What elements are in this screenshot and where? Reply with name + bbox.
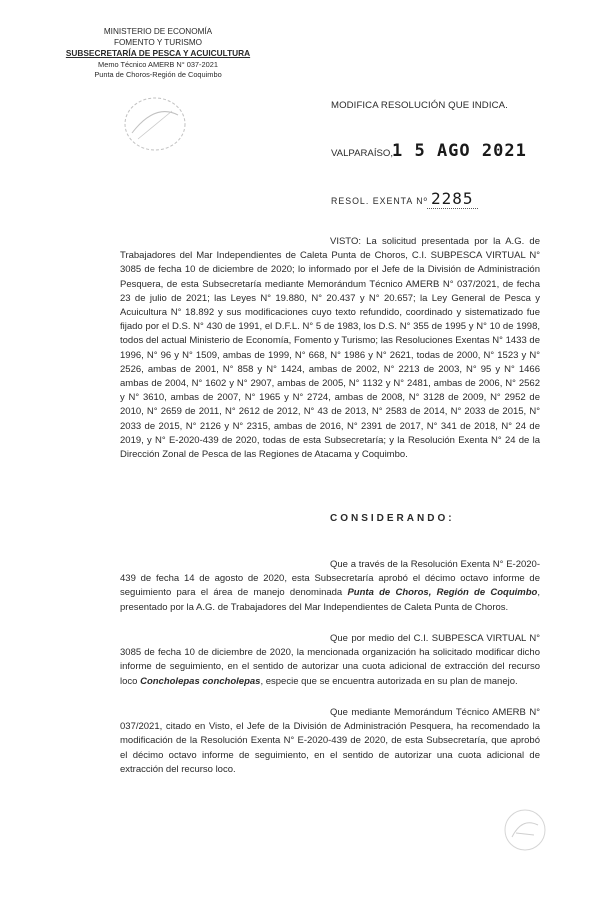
memo-reference: Memo Técnico AMERB N° 037-2021 — [98, 59, 218, 69]
city: VALPARAÍSO, — [331, 148, 394, 159]
visto-paragraph — [120, 235, 540, 462]
p2-text: Que por medio del C.I. SUBPESCA VIRTUAL N° 3085 de fecha 10 de diciembre de 2020, la mencionada organización ha solicitado modificar dicho informe de seguimiento, en el sentido de autorizar una cuota adicional de extracción del recurso loco — [120, 633, 540, 687]
p1-text: Que a través de la Resolución Exenta N° E-2020-439 de fecha 14 de agosto de 2020, esta Subsecretaría aprobó el décimo octavo informe de seguimiento para el área de manejo denominada — [120, 559, 540, 599]
location-reference: Punta de Choros-Región de Coquimbo — [94, 69, 222, 79]
ministry-name: MINISTERIO DE ECONOMÍA — [103, 27, 213, 36]
visto-label: VISTO: — [330, 236, 361, 247]
letterhead — [58, 26, 258, 80]
considerando-paragraph-3 — [120, 706, 540, 777]
resolution-number: 2285 — [427, 189, 478, 209]
considerando-paragraph-2 — [120, 632, 540, 689]
ministry-subtitle: FOMENTO Y TURISMO — [113, 38, 203, 48]
considerando-heading: CONSIDERANDO: — [330, 513, 455, 524]
p1-text-end: , presentado por la A.G. de Trabajadores del Mar Independientes de Caleta Punta de Choros. — [120, 587, 540, 613]
resolution-label: RESOL. EXENTA Nº — [331, 196, 428, 206]
undersecretariat-name: SUBSECRETARÍA DE PESCA Y ACUICULTURA — [65, 48, 251, 59]
p2-text-end: , especie que se encuentra autorizada en su plan de manejo. — [260, 675, 518, 687]
issue-date: 1 5 AGO 2021 — [392, 141, 527, 161]
considerando-paragraph-1 — [120, 558, 540, 615]
document-subject: MODIFICA RESOLUCIÓN QUE INDICA. — [331, 100, 508, 111]
p1-area-name: Punta de Choros, Región de Coquimbo — [347, 587, 538, 599]
office-stamp — [120, 93, 190, 155]
p2-species-name: Concholepas concholepas — [140, 675, 261, 687]
visto-text: La solicitud presentada por la A.G. de Trabajadores del Mar Independientes de Caleta Punta de Choros, C.I. SUBPESCA VIRTUAL N° 3085 de fecha 10 de diciembre de 2020; lo informado por el Jefe de la División de Administración Pesquera, de esta Subsecretaría mediante Memorándum Técnico AMERB N° 037/2021, de fecha 23 de julio de 2021; las Leyes N° 19.880, N° 20.437 y N° 20.657; la Ley General de Pesca y Acuicultura N° 18.892 y sus modificaciones cuyo texto refundido, coordinado y sistematizado fue fijado por el D.S. N° 430 de 1991, el D.F.L. N° 5 de 1983, los D.S. N° 355 de 1995 y N° 10 de 1998, todos del actual Ministerio de Economía, Fomento y Turismo; las Resoluciones Exentas N° 1433 de 1996, N° 96 y N° 1509, ambas de 1999, N° 668, N° 1986 y N° 2621, todas de 2000, N° 1523 y N° 2526, ambas de 2001, N° 858 y N° 1424, ambas de 2002, N° 2213 de 2003, N° 95 y N° 1466 ambas de 2004, N° 1602 y N° 2907, ambas de 2005, N° 1132 y N° 2481, ambas de 2006, N° 2562 y N° 3610, ambas de 2007, N° 1965 y N° 2724, ambas de 2008, N° 3128 de 2009, N° 2952 de 2010, N° 2659 de 2011, N° 2612 de 2012, N° 43 de 2013, N° 2583 de 2014, N° 2033 de 2015, N° 2033 de 2015, N° 2126 y N° 2315, ambas de 2016, N° 2391 de 2017, N° 341 de 2018, N° 24 de 2019, y N° E-2020-439 de 2020, todas de esta Subsecretaría; y la Resolución Exenta N° 24 de la Dirección Zonal de Pesca de las Regiones de Atacama y Coquimbo. — [120, 236, 540, 461]
initials-mark — [500, 805, 550, 855]
p3-text: Que mediante Memorándum Técnico AMERB N° 037/2021, citado en Visto, el Jefe de la División de Administración Pesquera, ha recomendado la modificación de la Resolución Exenta N° E-2020-439 de 2020, de esta Subsecretaría, que aprobó el décimo octavo informe de seguimiento, en el sentido de autorizar una cuota adicional de extracción del recurso loco. — [120, 707, 540, 775]
